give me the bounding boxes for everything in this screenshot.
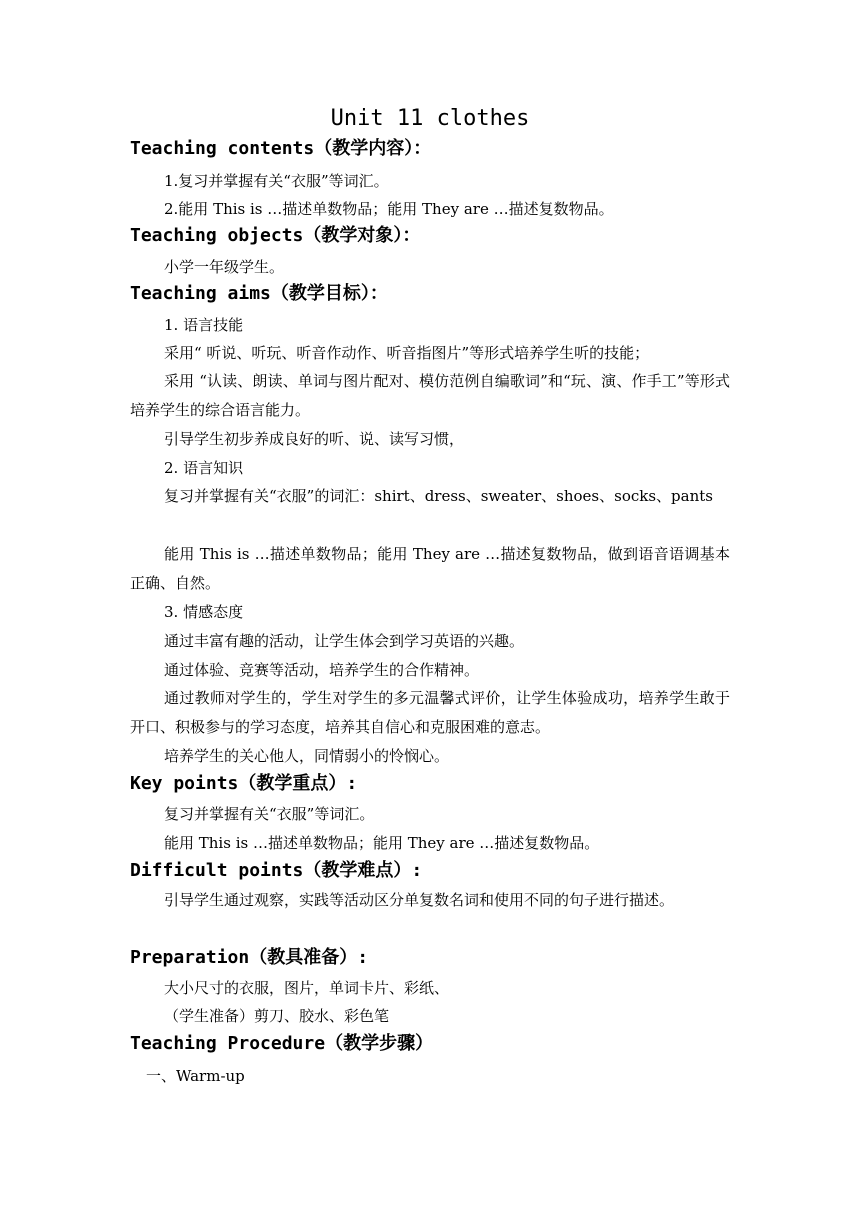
aims-subheading-3: 3. 情感态度 <box>164 603 244 621</box>
aims-subheading-1: 1. 语言技能 <box>164 316 244 334</box>
document-title: Unit 11 clothes <box>330 106 530 131</box>
objects-item-1: 小学一年级学生。 <box>164 258 285 276</box>
aims-paragraph-1: 采用“ 听说、听玩、听音作动作、听音指图片”等形式培养学生听的技能； <box>164 344 650 362</box>
aims-subheading-2: 2. 语言知识 <box>164 459 244 477</box>
heading-teaching-contents: Teaching contents（教学内容）： <box>130 138 432 159</box>
heading-teaching-objects: Teaching objects（教学对象）： <box>130 225 421 246</box>
key-item-1: 复习并掌握有关“衣服”等词汇。 <box>164 805 375 823</box>
aims-paragraph-5: 能用 This is …描述单数物品；能用 They are …描述复数物品，做到语音语调基本正确、自然。 <box>130 545 730 592</box>
heading-teaching-aims: Teaching aims（教学目标）： <box>130 283 388 304</box>
aims-paragraph-3: 引导学生初步养成良好的听、说、读写习惯， <box>164 430 465 448</box>
preparation-item-2: （学生准备）剪刀、胶水、彩色笔 <box>164 1007 390 1025</box>
aims-paragraph-2: 采用 “认读、朗读、单词与图片配对、模仿范例自编歌词”和“玩、演、作手工”等形式培养学生的综合语言能力。 <box>130 372 730 419</box>
aims-paragraph-7: 通过体验、竞赛等活动，培养学生的合作精神。 <box>164 661 480 679</box>
heading-teaching-procedure: Teaching Procedure（教学步骤） <box>130 1033 434 1054</box>
aims-paragraph-6: 通过丰富有趣的活动，让学生体会到学习英语的兴趣。 <box>164 632 525 650</box>
preparation-item-1: 大小尺寸的衣服，图片，单词卡片、彩纸、 <box>164 979 450 997</box>
aims-paragraph-9: 培养学生的关心他人，同情弱小的怜悯心。 <box>164 747 450 765</box>
difficult-paragraph-1: 引导学生通过观察，实践等活动区分单复数名词和使用不同的句子进行描述。 <box>164 891 675 909</box>
aims-paragraph-8: 通过教师对学生的，学生对学生的多元温馨式评价，让学生体验成功，培养学生敢于开口、积极参与的学习态度，培养其自信心和克服困难的意志。 <box>130 689 730 736</box>
aims-paragraph-4: 复习并掌握有关“衣服”的词汇：shirt、dress、sweater、shoes、socks、pants <box>164 487 713 505</box>
heading-preparation: Preparation（教具准备）: <box>130 947 369 968</box>
heading-difficult-points: Difficult points（教学难点）: <box>130 860 423 881</box>
key-item-2: 能用 This is …描述单数物品；能用 They are …描述复数物品。 <box>164 834 600 852</box>
contents-item-1: 1.复习并掌握有关“衣服”等词汇。 <box>164 172 389 190</box>
heading-key-points: Key points（教学重点）: <box>130 773 358 794</box>
contents-item-2: 2.能用 This is …描述单数物品；能用 They are …描述复数物品。 <box>164 200 614 218</box>
procedure-step-warm-up: 一、Warm-up <box>146 1067 245 1085</box>
